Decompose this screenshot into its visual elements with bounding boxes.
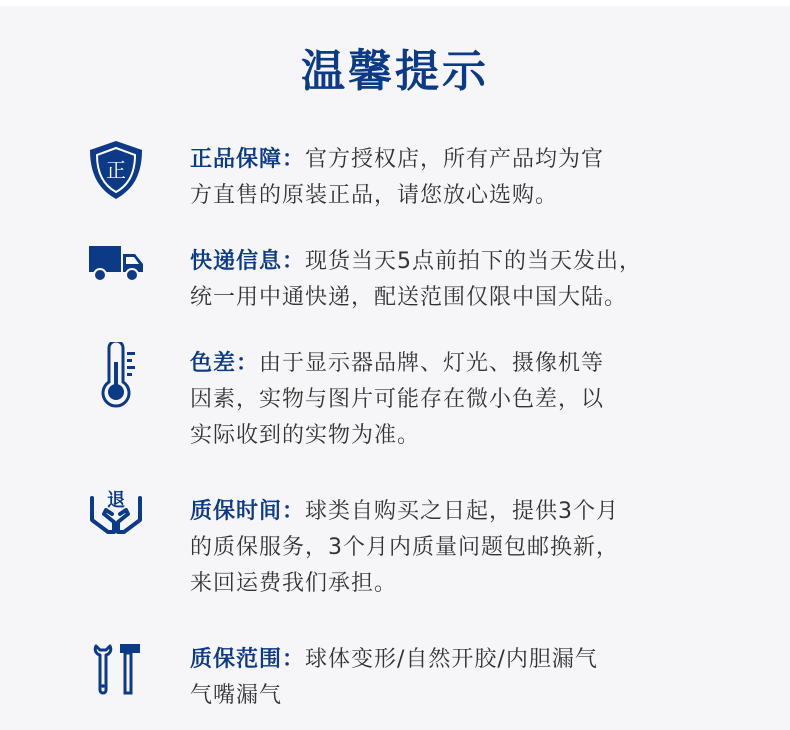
top-divider (0, 0, 790, 6)
truck-icon (86, 240, 150, 304)
notice-label: 质保范围： (190, 647, 306, 672)
page-title: 温馨提示 (301, 46, 489, 97)
notice-line: 统一用中通快递，配送范围仅限中国大陆。 (190, 285, 628, 310)
notice-line: 现货当天5点前拍下的当天发出， (305, 249, 643, 274)
tools-icon (86, 640, 150, 704)
notice-line: 球体变形/自然开胶/内胆漏气 (305, 647, 598, 672)
svg-text:正: 正 (106, 158, 126, 182)
notice-line: 方直售的原装正品，请您放心选购。 (190, 183, 559, 208)
notice-line: 因素，实物与图片可能存在微小色差，以 (190, 387, 605, 412)
notice-label: 色差： (190, 351, 260, 376)
notice-line: 实际收到的实物为准。 (190, 423, 421, 448)
notice-label: 质保时间： (190, 499, 306, 524)
notice-line: 的质保服务，3个月内质量问题包邮换新， (190, 535, 619, 560)
notice-line: 气嘴漏气 (190, 683, 283, 708)
shield-icon (86, 138, 150, 202)
notice-line: 来回运费我们承担。 (190, 571, 398, 596)
notice-line: 球类自购买之日起，提供3个月 (305, 499, 620, 524)
svg-text:退: 退 (107, 490, 125, 511)
notice-line: 官方授权店，所有产品均为官 (305, 147, 605, 172)
notice-label: 快递信息： (190, 249, 306, 274)
return-hands-icon (86, 484, 150, 548)
notice-label: 正品保障： (190, 147, 306, 172)
notice-line: 由于显示器品牌、灯光、摄像机等 (259, 351, 605, 376)
thermometer-icon (86, 342, 150, 406)
